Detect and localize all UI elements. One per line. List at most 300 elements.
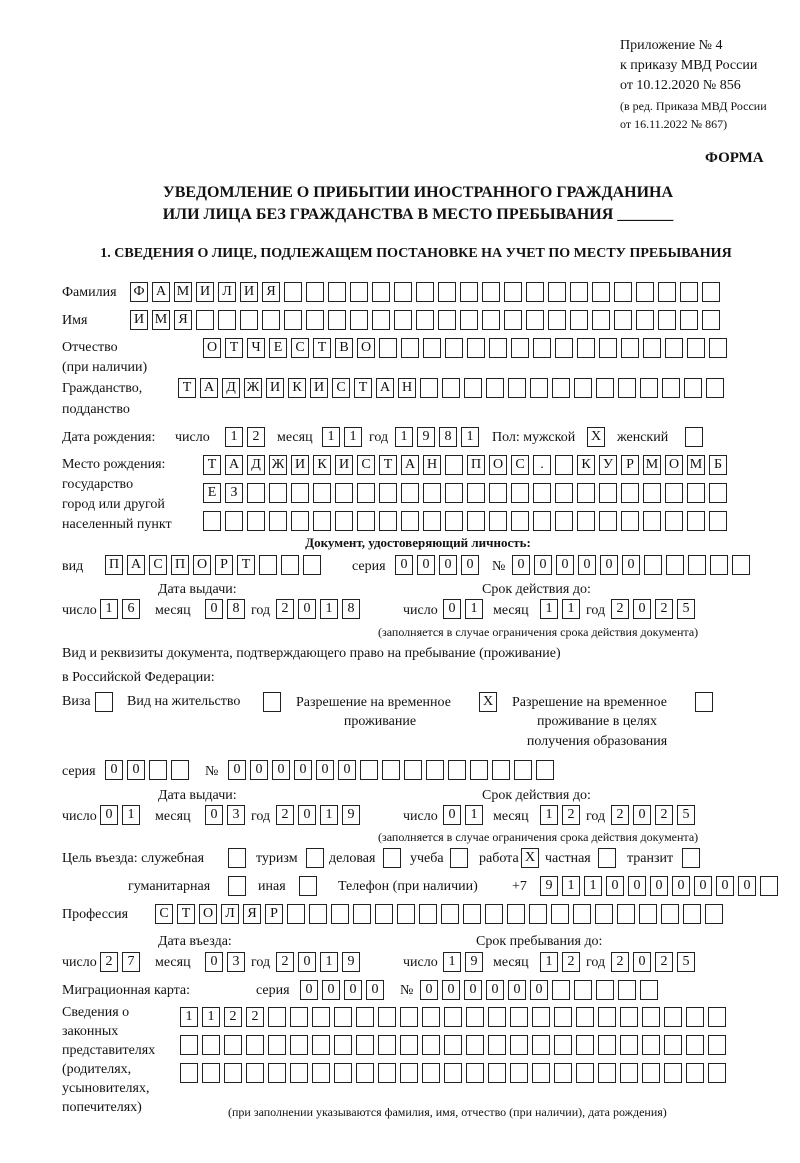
char-cell[interactable]: 2 [562,805,580,825]
char-cell[interactable] [445,483,463,503]
char-cell[interactable] [290,1063,308,1083]
char-cell[interactable] [379,338,397,358]
char-cell[interactable] [598,1007,616,1027]
char-cell[interactable]: О [203,338,221,358]
char-cell[interactable] [416,310,434,330]
birthplace-field-1[interactable] [203,455,727,475]
char-cell[interactable] [665,338,683,358]
phone-field[interactable] [540,876,778,896]
char-cell[interactable]: 1 [465,805,483,825]
female-checkbox[interactable] [685,427,703,447]
char-cell[interactable] [356,1063,374,1083]
char-cell[interactable] [621,338,639,358]
char-cell[interactable] [404,760,422,780]
char-cell[interactable]: 0 [228,760,246,780]
char-cell[interactable] [284,282,302,302]
char-cell[interactable]: 0 [464,980,482,1000]
char-cell[interactable] [171,760,189,780]
char-cell[interactable] [240,310,258,330]
char-cell[interactable]: Н [423,455,441,475]
char-cell[interactable]: А [376,378,394,398]
char-cell[interactable] [441,904,459,924]
rd-issue-year[interactable] [276,805,360,825]
male-checkbox[interactable] [587,427,605,447]
char-cell[interactable] [448,760,466,780]
char-cell[interactable] [287,904,305,924]
char-cell[interactable] [511,338,529,358]
char-cell[interactable] [596,980,614,1000]
char-cell[interactable] [614,310,632,330]
char-cell[interactable]: Л [218,282,236,302]
char-cell[interactable] [664,1063,682,1083]
char-cell[interactable] [621,511,639,531]
entry-month[interactable] [205,952,245,972]
char-cell[interactable] [485,904,503,924]
char-cell[interactable] [375,904,393,924]
char-cell[interactable] [570,282,588,302]
char-cell[interactable] [299,876,317,896]
char-cell[interactable]: 1 [344,427,362,447]
char-cell[interactable]: Р [621,455,639,475]
char-cell[interactable] [533,511,551,531]
char-cell[interactable]: О [199,904,217,924]
char-cell[interactable] [246,1035,264,1055]
char-cell[interactable]: 0 [439,555,457,575]
char-cell[interactable] [705,904,723,924]
char-cell[interactable] [598,1063,616,1083]
rd-valid-year[interactable] [611,805,695,825]
char-cell[interactable] [400,1007,418,1027]
char-cell[interactable]: 2 [562,952,580,972]
char-cell[interactable] [335,483,353,503]
char-cell[interactable]: 2 [276,952,294,972]
reps-field-2[interactable] [180,1035,726,1055]
char-cell[interactable]: О [357,338,375,358]
char-cell[interactable]: Я [262,282,280,302]
char-cell[interactable]: 3 [227,805,245,825]
char-cell[interactable]: 0 [606,876,624,896]
char-cell[interactable] [709,511,727,531]
char-cell[interactable]: 0 [628,876,646,896]
char-cell[interactable]: 2 [611,599,629,619]
char-cell[interactable]: X [521,848,539,868]
char-cell[interactable] [470,760,488,780]
char-cell[interactable] [644,555,662,575]
char-cell[interactable] [228,848,246,868]
purpose-tourism-checkbox[interactable] [306,848,324,868]
char-cell[interactable] [702,310,720,330]
birth-day-field[interactable] [225,427,265,447]
char-cell[interactable]: 0 [443,805,461,825]
char-cell[interactable] [488,1035,506,1055]
char-cell[interactable] [224,1063,242,1083]
char-cell[interactable]: 1 [225,427,243,447]
char-cell[interactable] [577,511,595,531]
char-cell[interactable]: 2 [100,952,118,972]
char-cell[interactable] [394,282,412,302]
char-cell[interactable] [661,904,679,924]
char-cell[interactable] [617,904,635,924]
citizenship-field[interactable] [178,378,724,398]
char-cell[interactable]: Р [265,904,283,924]
char-cell[interactable]: Ч [247,338,265,358]
char-cell[interactable] [511,483,529,503]
char-cell[interactable] [665,483,683,503]
char-cell[interactable] [664,1035,682,1055]
char-cell[interactable] [533,483,551,503]
char-cell[interactable]: 0 [512,555,530,575]
char-cell[interactable] [313,511,331,531]
char-cell[interactable] [643,483,661,503]
char-cell[interactable] [618,378,636,398]
char-cell[interactable]: А [401,455,419,475]
char-cell[interactable]: А [225,455,243,475]
char-cell[interactable]: 2 [655,952,673,972]
char-cell[interactable]: Т [178,378,196,398]
char-cell[interactable] [268,1063,286,1083]
char-cell[interactable]: И [310,378,328,398]
char-cell[interactable] [383,848,401,868]
char-cell[interactable] [467,483,485,503]
char-cell[interactable] [422,1035,440,1055]
char-cell[interactable]: У [599,455,617,475]
char-cell[interactable] [577,338,595,358]
char-cell[interactable] [291,483,309,503]
char-cell[interactable]: Я [243,904,261,924]
char-cell[interactable] [636,282,654,302]
char-cell[interactable] [313,483,331,503]
trp-checkbox[interactable] [479,692,497,712]
char-cell[interactable]: 0 [633,599,651,619]
char-cell[interactable]: 1 [562,876,580,896]
char-cell[interactable] [460,282,478,302]
char-cell[interactable] [532,1007,550,1027]
char-cell[interactable] [732,555,750,575]
birthplace-field-2[interactable] [203,483,727,503]
char-cell[interactable]: 0 [100,805,118,825]
char-cell[interactable]: 1 [540,952,558,972]
char-cell[interactable]: 9 [417,427,435,447]
char-cell[interactable] [642,1007,660,1027]
char-cell[interactable]: 1 [320,805,338,825]
char-cell[interactable]: М [643,455,661,475]
char-cell[interactable] [599,483,617,503]
char-cell[interactable] [247,511,265,531]
char-cell[interactable] [684,378,702,398]
char-cell[interactable] [444,1063,462,1083]
char-cell[interactable] [687,338,705,358]
char-cell[interactable]: М [152,310,170,330]
char-cell[interactable] [397,904,415,924]
char-cell[interactable] [312,1007,330,1027]
char-cell[interactable]: 2 [276,805,294,825]
char-cell[interactable]: Н [398,378,416,398]
char-cell[interactable]: О [665,455,683,475]
char-cell[interactable] [284,310,302,330]
char-cell[interactable] [680,310,698,330]
char-cell[interactable] [149,760,167,780]
char-cell[interactable]: 0 [294,760,312,780]
char-cell[interactable] [482,282,500,302]
char-cell[interactable] [710,555,728,575]
char-cell[interactable] [378,1007,396,1027]
char-cell[interactable] [419,904,437,924]
char-cell[interactable]: И [130,310,148,330]
char-cell[interactable] [621,483,639,503]
char-cell[interactable] [510,1063,528,1083]
char-cell[interactable] [683,904,701,924]
char-cell[interactable] [259,555,277,575]
char-cell[interactable]: Т [354,378,372,398]
id-series-field[interactable] [395,555,479,575]
char-cell[interactable] [685,427,703,447]
char-cell[interactable] [687,511,705,531]
char-cell[interactable] [642,1035,660,1055]
char-cell[interactable]: 1 [443,952,461,972]
char-cell[interactable] [196,310,214,330]
mc-number-field[interactable] [420,980,658,1000]
char-cell[interactable]: 0 [316,760,334,780]
char-cell[interactable] [536,760,554,780]
char-cell[interactable] [350,282,368,302]
char-cell[interactable]: Б [709,455,727,475]
id-valid-year[interactable] [611,599,695,619]
char-cell[interactable] [555,511,573,531]
char-cell[interactable]: 0 [443,599,461,619]
char-cell[interactable] [426,760,444,780]
char-cell[interactable] [328,310,346,330]
char-cell[interactable] [708,1007,726,1027]
mc-series-field[interactable] [300,980,384,1000]
char-cell[interactable] [695,692,713,712]
char-cell[interactable]: 1 [320,599,338,619]
reps-field-3[interactable] [180,1063,726,1083]
char-cell[interactable] [530,378,548,398]
char-cell[interactable]: 0 [738,876,756,896]
char-cell[interactable] [269,511,287,531]
char-cell[interactable]: 5 [677,805,695,825]
birth-month-field[interactable] [322,427,362,447]
char-cell[interactable] [281,555,299,575]
char-cell[interactable]: 9 [342,805,360,825]
char-cell[interactable]: Д [222,378,240,398]
char-cell[interactable] [548,282,566,302]
char-cell[interactable] [576,1035,594,1055]
char-cell[interactable]: 0 [633,805,651,825]
char-cell[interactable] [577,483,595,503]
char-cell[interactable] [533,338,551,358]
entry-day[interactable] [100,952,140,972]
char-cell[interactable]: П [105,555,123,575]
rd-issue-day[interactable] [100,805,140,825]
char-cell[interactable] [401,338,419,358]
char-cell[interactable] [574,378,592,398]
char-cell[interactable]: 9 [540,876,558,896]
char-cell[interactable] [489,511,507,531]
char-cell[interactable]: 8 [439,427,457,447]
char-cell[interactable] [708,1035,726,1055]
char-cell[interactable] [620,1063,638,1083]
id-number-field[interactable] [512,555,750,575]
char-cell[interactable]: 0 [461,555,479,575]
char-cell[interactable] [353,904,371,924]
char-cell[interactable]: С [291,338,309,358]
char-cell[interactable]: К [313,455,331,475]
char-cell[interactable] [492,760,510,780]
id-valid-day[interactable] [443,599,483,619]
char-cell[interactable]: X [479,692,497,712]
char-cell[interactable] [382,760,400,780]
residence-checkbox[interactable] [263,692,281,712]
char-cell[interactable]: 0 [672,876,690,896]
char-cell[interactable] [269,483,287,503]
char-cell[interactable]: Е [203,483,221,503]
purpose-humanitarian-checkbox[interactable] [228,876,246,896]
char-cell[interactable] [378,1063,396,1083]
char-cell[interactable] [422,1007,440,1027]
char-cell[interactable]: Т [313,338,331,358]
name-field[interactable] [130,310,720,330]
char-cell[interactable]: Т [177,904,195,924]
char-cell[interactable] [416,282,434,302]
char-cell[interactable] [400,1063,418,1083]
char-cell[interactable]: 2 [655,599,673,619]
char-cell[interactable] [423,483,441,503]
char-cell[interactable] [445,511,463,531]
char-cell[interactable] [639,904,657,924]
char-cell[interactable] [680,282,698,302]
char-cell[interactable]: 1 [395,427,413,447]
char-cell[interactable] [335,511,353,531]
rd-valid-day[interactable] [443,805,483,825]
char-cell[interactable] [640,980,658,1000]
char-cell[interactable] [643,511,661,531]
purpose-other-checkbox[interactable] [299,876,317,896]
char-cell[interactable] [555,455,573,475]
char-cell[interactable] [686,1007,704,1027]
char-cell[interactable] [706,378,724,398]
char-cell[interactable] [467,338,485,358]
char-cell[interactable]: 8 [342,599,360,619]
char-cell[interactable] [350,310,368,330]
char-cell[interactable]: 0 [298,599,316,619]
char-cell[interactable]: Ф [130,282,148,302]
char-cell[interactable]: С [357,455,375,475]
visa-checkbox[interactable] [95,692,113,712]
char-cell[interactable] [379,483,397,503]
char-cell[interactable]: М [174,282,192,302]
char-cell[interactable]: 1 [322,427,340,447]
char-cell[interactable]: 1 [562,599,580,619]
char-cell[interactable] [372,310,390,330]
char-cell[interactable]: 2 [247,427,265,447]
char-cell[interactable] [438,282,456,302]
char-cell[interactable]: А [200,378,218,398]
char-cell[interactable] [263,692,281,712]
char-cell[interactable] [554,1007,572,1027]
patronymic-field[interactable] [203,338,727,358]
char-cell[interactable] [504,310,522,330]
char-cell[interactable] [551,904,569,924]
id-issue-day[interactable] [100,599,140,619]
char-cell[interactable]: П [171,555,189,575]
char-cell[interactable] [438,310,456,330]
char-cell[interactable] [760,876,778,896]
char-cell[interactable] [570,310,588,330]
char-cell[interactable]: Т [225,338,243,358]
char-cell[interactable]: 0 [622,555,640,575]
char-cell[interactable] [401,511,419,531]
char-cell[interactable] [444,1007,462,1027]
char-cell[interactable] [445,455,463,475]
char-cell[interactable] [306,848,324,868]
char-cell[interactable] [423,338,441,358]
char-cell[interactable]: 1 [320,952,338,972]
char-cell[interactable] [466,1007,484,1027]
char-cell[interactable]: О [193,555,211,575]
char-cell[interactable] [658,310,676,330]
char-cell[interactable]: 0 [486,980,504,1000]
char-cell[interactable] [702,282,720,302]
char-cell[interactable] [665,511,683,531]
char-cell[interactable]: 0 [530,980,548,1000]
char-cell[interactable] [642,1063,660,1083]
char-cell[interactable]: 0 [344,980,362,1000]
char-cell[interactable]: О [489,455,507,475]
char-cell[interactable] [444,1035,462,1055]
char-cell[interactable] [357,511,375,531]
char-cell[interactable]: 1 [540,805,558,825]
profession-field[interactable] [155,904,723,924]
char-cell[interactable] [360,760,378,780]
char-cell[interactable]: И [335,455,353,475]
char-cell[interactable] [532,1035,550,1055]
char-cell[interactable] [554,1035,572,1055]
char-cell[interactable] [686,1063,704,1083]
char-cell[interactable] [658,282,676,302]
char-cell[interactable]: 0 [300,980,318,1000]
char-cell[interactable]: 5 [677,599,695,619]
char-cell[interactable]: X [587,427,605,447]
char-cell[interactable] [357,483,375,503]
char-cell[interactable] [666,555,684,575]
char-cell[interactable] [510,1035,528,1055]
char-cell[interactable] [595,904,613,924]
char-cell[interactable] [620,1035,638,1055]
char-cell[interactable] [228,876,246,896]
char-cell[interactable] [598,848,616,868]
stay-month[interactable] [540,952,580,972]
char-cell[interactable]: 0 [272,760,290,780]
char-cell[interactable] [331,904,349,924]
char-cell[interactable]: 9 [465,952,483,972]
purpose-service-checkbox[interactable] [228,848,246,868]
char-cell[interactable]: И [196,282,214,302]
char-cell[interactable]: Т [379,455,397,475]
char-cell[interactable] [682,848,700,868]
char-cell[interactable] [460,310,478,330]
char-cell[interactable]: Ж [244,378,262,398]
char-cell[interactable]: 0 [417,555,435,575]
char-cell[interactable]: 0 [650,876,668,896]
char-cell[interactable] [180,1063,198,1083]
char-cell[interactable]: 0 [716,876,734,896]
char-cell[interactable]: 1 [540,599,558,619]
char-cell[interactable]: 0 [338,760,356,780]
char-cell[interactable] [467,511,485,531]
char-cell[interactable]: 1 [122,805,140,825]
char-cell[interactable] [291,511,309,531]
